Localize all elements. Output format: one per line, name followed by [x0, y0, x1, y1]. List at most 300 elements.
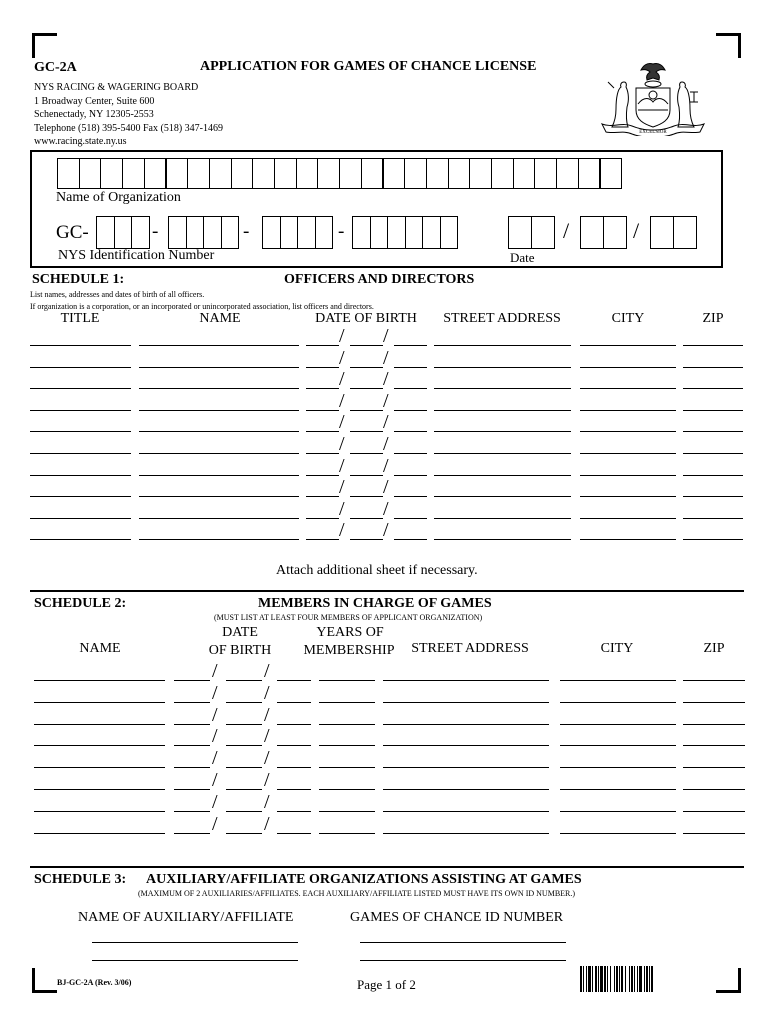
agency-line: www.racing.state.ny.us [34, 136, 127, 147]
id-dash: - [338, 221, 345, 242]
years-membership-line[interactable] [319, 702, 375, 703]
barcode-bar [592, 966, 593, 992]
dob-day-line[interactable] [350, 475, 383, 476]
dob-month-line[interactable] [174, 833, 210, 834]
org-name-cell[interactable] [79, 158, 102, 189]
org-name-label: Name of Organization [56, 190, 181, 205]
title-line[interactable] [30, 539, 131, 540]
schedule3-label: SCHEDULE 3: [34, 872, 127, 887]
dob-year-line[interactable] [394, 367, 427, 368]
col-zip: ZIP [703, 641, 725, 656]
zip-line[interactable] [683, 680, 745, 681]
years-membership-line[interactable] [319, 680, 375, 681]
org-name-cell[interactable] [122, 158, 145, 189]
form-title: APPLICATION FOR GAMES OF CHANCE LICENSE [200, 59, 537, 74]
org-name-cell[interactable] [448, 158, 471, 189]
auxiliary-name-line[interactable] [92, 942, 298, 943]
id-cell[interactable] [131, 216, 150, 249]
member-name-line[interactable] [34, 724, 165, 725]
street-address-line[interactable] [434, 453, 571, 454]
title-line[interactable] [30, 475, 131, 476]
dob-slash: / [264, 660, 270, 682]
date-sep: / [633, 218, 640, 243]
org-name-cell[interactable] [57, 158, 80, 189]
barcode-bar [639, 966, 642, 992]
street-address-line[interactable] [383, 833, 549, 834]
barcode-bar [595, 966, 597, 992]
barcode-bar [583, 966, 584, 992]
col-street-address: STREET ADDRESS [443, 311, 561, 326]
dob-month-line[interactable] [306, 453, 339, 454]
barcode-bar [651, 966, 653, 992]
name-line[interactable] [139, 431, 299, 432]
barcode-bar [649, 966, 650, 992]
dob-month-line[interactable] [174, 811, 210, 812]
attach-note: Attach additional sheet if necessary. [276, 563, 478, 578]
city-line[interactable] [560, 811, 676, 812]
dob-day-line[interactable] [350, 345, 383, 346]
dob-slash: / [339, 455, 345, 477]
member-name-line[interactable] [34, 811, 165, 812]
years-membership-line[interactable] [319, 724, 375, 725]
dob-slash: / [383, 433, 389, 455]
street-address-line[interactable] [434, 475, 571, 476]
dob-slash: / [212, 813, 218, 835]
org-name-cell[interactable] [513, 158, 536, 189]
barcode-bar [631, 966, 633, 992]
org-name-cell[interactable] [556, 158, 579, 189]
dob-year-line[interactable] [394, 496, 427, 497]
street-address-line[interactable] [383, 702, 549, 703]
id-cell[interactable] [440, 216, 459, 249]
barcode-bar [625, 966, 626, 992]
id-cell[interactable] [168, 216, 187, 249]
city-line[interactable] [560, 680, 676, 681]
street-address-line[interactable] [434, 388, 571, 389]
org-name-cell[interactable] [317, 158, 340, 189]
city-line[interactable] [580, 539, 676, 540]
dob-year-line[interactable] [394, 453, 427, 454]
years-membership-line[interactable] [319, 767, 375, 768]
dob-slash: / [383, 347, 389, 369]
title-line[interactable] [30, 453, 131, 454]
org-name-cell[interactable] [534, 158, 557, 189]
zip-line[interactable] [683, 475, 743, 476]
member-name-line[interactable] [34, 833, 165, 834]
org-name-cell[interactable] [144, 158, 167, 189]
zip-line[interactable] [683, 410, 743, 411]
dob-month-line[interactable] [306, 410, 339, 411]
street-address-line[interactable] [434, 518, 571, 519]
date-cell[interactable] [531, 216, 555, 249]
col-city: CITY [611, 311, 645, 326]
city-line[interactable] [560, 789, 676, 790]
col-date: DATE [222, 625, 258, 640]
member-name-line[interactable] [34, 789, 165, 790]
id-cell[interactable] [186, 216, 205, 249]
org-name-cell[interactable] [296, 158, 319, 189]
id-cell[interactable] [221, 216, 240, 249]
id-cell[interactable] [114, 216, 133, 249]
dob-month-line[interactable] [306, 539, 339, 540]
street-address-line[interactable] [434, 410, 571, 411]
zip-line[interactable] [683, 345, 743, 346]
dob-slash: / [339, 325, 345, 347]
zip-line[interactable] [683, 496, 743, 497]
schedule1-instruction: If organization is a corporation, or an incorporated or unincorporated association, list officers and directors. [30, 302, 374, 311]
years-membership-line[interactable] [319, 745, 375, 746]
dob-month-line[interactable] [174, 767, 210, 768]
title-line[interactable] [30, 496, 131, 497]
schedule3-title: AUXILIARY/AFFILIATE ORGANIZATIONS ASSISTING AT GAMES [146, 872, 582, 887]
street-address-line[interactable] [383, 811, 549, 812]
org-name-cell[interactable] [187, 158, 210, 189]
dob-month-line[interactable] [174, 702, 210, 703]
dob-day-line[interactable] [350, 539, 383, 540]
barcode-bar [616, 966, 618, 992]
city-line[interactable] [560, 767, 676, 768]
org-name-cell[interactable] [383, 158, 406, 189]
dob-month-line[interactable] [174, 745, 210, 746]
dob-day-line[interactable] [226, 833, 262, 834]
title-line[interactable] [30, 518, 131, 519]
barcode-bar [610, 966, 611, 992]
title-line[interactable] [30, 345, 131, 346]
id-cell[interactable] [280, 216, 299, 249]
dob-month-line[interactable] [174, 789, 210, 790]
dob-slash: / [264, 682, 270, 704]
schedule2-label: SCHEDULE 2: [34, 596, 127, 611]
dob-day-line[interactable] [226, 767, 262, 768]
col-title: TITLE [60, 311, 100, 326]
city-line[interactable] [580, 496, 676, 497]
dob-year-line[interactable] [394, 388, 427, 389]
city-line[interactable] [560, 833, 676, 834]
zip-line[interactable] [683, 702, 745, 703]
zip-line[interactable] [683, 453, 743, 454]
schedule2-title: MEMBERS IN CHARGE OF GAMES [258, 596, 492, 611]
zip-line[interactable] [683, 518, 743, 519]
org-name-cell[interactable] [274, 158, 297, 189]
auxiliary-name-line[interactable] [92, 960, 298, 961]
dob-month-line[interactable] [306, 475, 339, 476]
col-years-of-membership: YEARS OF [316, 625, 384, 640]
dob-year-line[interactable] [277, 702, 311, 703]
col-date: OF BIRTH [208, 643, 272, 658]
col-name: NAME [79, 641, 121, 656]
city-line[interactable] [580, 410, 676, 411]
org-name-cell[interactable] [339, 158, 362, 189]
dob-year-line[interactable] [277, 724, 311, 725]
org-name-cell[interactable] [231, 158, 254, 189]
dob-day-line[interactable] [350, 388, 383, 389]
dob-year-line[interactable] [394, 345, 427, 346]
street-address-line[interactable] [434, 367, 571, 368]
dob-year-line[interactable] [277, 745, 311, 746]
city-line[interactable] [580, 518, 676, 519]
form-revision: BJ-GC-2A (Rev. 3/06) [57, 978, 132, 987]
org-name-cell[interactable] [404, 158, 427, 189]
dob-day-line[interactable] [350, 367, 383, 368]
col-years-of-membership: MEMBERSHIP [303, 643, 395, 658]
barcode-bar [580, 966, 582, 992]
schedule1-title: OFFICERS AND DIRECTORS [284, 272, 475, 287]
date-sep: / [563, 218, 570, 243]
dob-slash: / [383, 411, 389, 433]
zip-line[interactable] [683, 811, 745, 812]
barcode-bar [614, 966, 615, 992]
col-auxiliary-name: NAME OF AUXILIARY/AFFILIATE [78, 910, 294, 925]
corner-mark-bottom-right [716, 968, 741, 993]
ny-state-seal-icon [594, 58, 712, 136]
zip-line[interactable] [683, 724, 745, 725]
city-line[interactable] [580, 388, 676, 389]
id-cell[interactable] [297, 216, 316, 249]
id-dash: - [152, 221, 159, 242]
city-line[interactable] [560, 702, 676, 703]
years-membership-line[interactable] [319, 833, 375, 834]
city-line[interactable] [560, 724, 676, 725]
dob-year-line[interactable] [394, 431, 427, 432]
dob-day-line[interactable] [350, 453, 383, 454]
years-membership-line[interactable] [319, 811, 375, 812]
id-cell[interactable] [262, 216, 281, 249]
date-cell[interactable] [508, 216, 532, 249]
years-membership-line[interactable] [319, 789, 375, 790]
barcode-icon [580, 966, 692, 992]
zip-line[interactable] [683, 745, 745, 746]
id-cell[interactable] [422, 216, 441, 249]
dob-year-line[interactable] [277, 789, 311, 790]
name-line[interactable] [139, 496, 299, 497]
agency-line: Telephone (518) 395-5400 Fax (518) 347-1469 [34, 122, 223, 134]
dob-month-line[interactable] [306, 345, 339, 346]
schedule1-label: SCHEDULE 1: [32, 272, 125, 287]
id-cell[interactable] [405, 216, 424, 249]
dob-slash: / [383, 325, 389, 347]
dob-day-line[interactable] [350, 496, 383, 497]
agency-line: NYS RACING & WAGERING BOARD [34, 82, 199, 93]
gc-prefix: GC- [56, 222, 89, 243]
dob-month-line[interactable] [174, 680, 210, 681]
dob-day-line[interactable] [350, 518, 383, 519]
street-address-line[interactable] [434, 345, 571, 346]
dob-slash: / [339, 368, 345, 390]
title-line[interactable] [30, 410, 131, 411]
dob-slash: / [212, 660, 218, 682]
id-label: NYS Identification Number [58, 248, 215, 263]
member-name-line[interactable] [34, 745, 165, 746]
street-address-line[interactable] [434, 496, 571, 497]
dob-year-line[interactable] [394, 518, 427, 519]
schedule1-instruction: List names, addresses and dates of birth of all officers. [30, 290, 205, 299]
id-cell[interactable] [315, 216, 334, 249]
dob-month-line[interactable] [306, 388, 339, 389]
org-name-cell[interactable] [252, 158, 275, 189]
zip-line[interactable] [683, 767, 745, 768]
id-cell[interactable] [96, 216, 115, 249]
zip-line[interactable] [683, 431, 743, 432]
dob-year-line[interactable] [277, 833, 311, 834]
dob-day-line[interactable] [226, 724, 262, 725]
dob-slash: / [212, 769, 218, 791]
dob-slash: / [264, 725, 270, 747]
dob-month-line[interactable] [174, 724, 210, 725]
dob-slash: / [264, 791, 270, 813]
barcode-bar [634, 966, 635, 992]
org-name-cell[interactable] [491, 158, 514, 189]
dob-month-line[interactable] [306, 518, 339, 519]
dob-day-line[interactable] [226, 680, 262, 681]
org-name-cell[interactable] [100, 158, 123, 189]
dob-month-line[interactable] [306, 496, 339, 497]
org-name-cell[interactable] [209, 158, 232, 189]
name-line[interactable] [139, 475, 299, 476]
barcode-bar [621, 966, 623, 992]
street-address-line[interactable] [383, 745, 549, 746]
schedule3-subtitle: (MAXIMUM OF 2 AUXILIARIES/AFFILIATES. EACH AUXILIARY/AFFILIATE LISTED MUST HAVE ITS OWN ID NUMBER.) [138, 889, 576, 898]
dob-slash: / [264, 769, 270, 791]
city-line[interactable] [580, 453, 676, 454]
name-line[interactable] [139, 518, 299, 519]
dob-slash: / [383, 455, 389, 477]
dob-day-line[interactable] [226, 811, 262, 812]
org-name-cell[interactable] [426, 158, 449, 189]
dob-year-line[interactable] [277, 811, 311, 812]
zip-line[interactable] [683, 539, 743, 540]
col-name: NAME [199, 311, 241, 326]
city-line[interactable] [580, 345, 676, 346]
dob-day-line[interactable] [350, 410, 383, 411]
name-line[interactable] [139, 539, 299, 540]
dob-year-line[interactable] [394, 475, 427, 476]
name-line[interactable] [139, 388, 299, 389]
id-cell[interactable] [370, 216, 389, 249]
name-line[interactable] [139, 453, 299, 454]
dob-day-line[interactable] [226, 702, 262, 703]
dob-slash: / [383, 519, 389, 541]
dob-slash: / [264, 813, 270, 835]
barcode-bar [604, 966, 606, 992]
corner-mark-top-right [716, 33, 741, 58]
col-games-of-chance-id: GAMES OF CHANCE ID NUMBER [350, 910, 564, 925]
street-address-line[interactable] [434, 431, 571, 432]
barcode-bar [646, 966, 648, 992]
col-zip: ZIP [702, 311, 724, 326]
member-name-line[interactable] [34, 680, 165, 681]
dob-month-line[interactable] [306, 431, 339, 432]
auxiliary-id-line[interactable] [360, 942, 566, 943]
org-name-cell[interactable] [166, 158, 189, 189]
title-line[interactable] [30, 431, 131, 432]
barcode-bar [598, 966, 599, 992]
id-cell[interactable] [203, 216, 222, 249]
dob-slash: / [339, 347, 345, 369]
barcode-bar [637, 966, 638, 992]
zip-line[interactable] [683, 789, 745, 790]
dob-slash: / [212, 725, 218, 747]
org-name-cell[interactable] [361, 158, 384, 189]
city-line[interactable] [580, 367, 676, 368]
name-line[interactable] [139, 410, 299, 411]
zip-line[interactable] [683, 367, 743, 368]
dob-slash: / [212, 791, 218, 813]
org-name-cell[interactable] [578, 158, 601, 189]
schedule2-subtitle: (MUST LIST AT LEAST FOUR MEMBERS OF APPLICANT ORGANIZATION) [214, 613, 483, 622]
barcode-bar [607, 966, 608, 992]
date-cell[interactable] [580, 216, 604, 249]
dob-slash: / [212, 704, 218, 726]
barcode-bar [586, 966, 587, 992]
barcode-bar [600, 966, 603, 992]
dob-slash: / [264, 747, 270, 769]
org-name-cell[interactable] [469, 158, 492, 189]
dob-year-line[interactable] [394, 410, 427, 411]
form-code: GC-2A [34, 60, 77, 75]
barcode-bar [629, 966, 630, 992]
dob-slash: / [339, 519, 345, 541]
dob-day-line[interactable] [226, 745, 262, 746]
corner-mark-top-left [32, 33, 57, 58]
member-name-line[interactable] [34, 767, 165, 768]
page-number: Page 1 of 2 [357, 977, 416, 992]
dob-slash: / [339, 411, 345, 433]
barcode-bar [644, 966, 645, 992]
dob-slash: / [339, 498, 345, 520]
org-name-cell[interactable] [600, 158, 623, 189]
member-name-line[interactable] [34, 702, 165, 703]
street-address-line[interactable] [383, 724, 549, 725]
col-date-of-birth: DATE OF BIRTH [315, 311, 417, 326]
zip-line[interactable] [683, 388, 743, 389]
city-line[interactable] [560, 745, 676, 746]
title-line[interactable] [30, 388, 131, 389]
dob-year-line[interactable] [277, 680, 311, 681]
id-cell[interactable] [387, 216, 406, 249]
date-cell[interactable] [673, 216, 697, 249]
title-line[interactable] [30, 367, 131, 368]
street-address-line[interactable] [383, 789, 549, 790]
street-address-line[interactable] [434, 539, 571, 540]
dob-day-line[interactable] [350, 431, 383, 432]
street-address-line[interactable] [383, 767, 549, 768]
date-cell[interactable] [603, 216, 627, 249]
street-address-line[interactable] [383, 680, 549, 681]
col-street-address: STREET ADDRESS [411, 641, 529, 656]
dob-year-line[interactable] [277, 767, 311, 768]
name-line[interactable] [139, 367, 299, 368]
agency-line: Schenectady, NY 12305-2553 [34, 109, 154, 120]
col-city: CITY [600, 641, 634, 656]
zip-line[interactable] [683, 833, 745, 834]
dob-day-line[interactable] [226, 789, 262, 790]
id-dash: - [243, 221, 250, 242]
agency-address [34, 81, 223, 149]
dob-year-line[interactable] [394, 539, 427, 540]
city-line[interactable] [580, 431, 676, 432]
city-line[interactable] [580, 475, 676, 476]
dob-slash: / [212, 747, 218, 769]
dob-slash: / [383, 476, 389, 498]
id-cell[interactable] [352, 216, 371, 249]
auxiliary-id-line[interactable] [360, 960, 566, 961]
name-line[interactable] [139, 345, 299, 346]
dob-slash: / [339, 433, 345, 455]
dob-slash: / [383, 390, 389, 412]
dob-slash: / [339, 476, 345, 498]
dob-month-line[interactable] [306, 367, 339, 368]
date-cell[interactable] [650, 216, 674, 249]
